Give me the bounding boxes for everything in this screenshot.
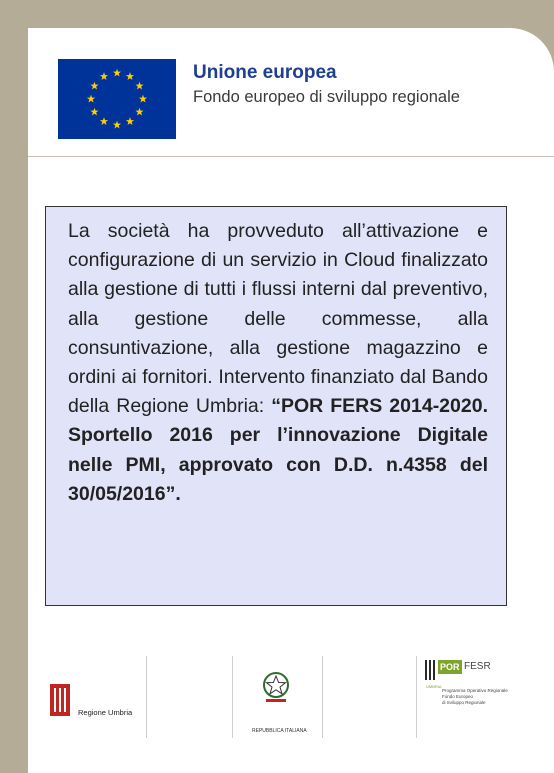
repubblica-label: REPUBBLICA ITALIANA bbox=[252, 728, 307, 734]
poster-card bbox=[28, 28, 554, 773]
divider bbox=[232, 656, 233, 738]
regione-umbria-label: Regione Umbria bbox=[78, 708, 133, 717]
por-description: Programma Operativo Regionale Fondo Europeo di Sviluppo Regionale bbox=[442, 688, 508, 705]
footer-logos bbox=[28, 648, 554, 748]
italian-republic-emblem-icon bbox=[260, 668, 292, 704]
divider bbox=[416, 656, 417, 738]
notice-body: La società ha provveduto all’attivazione e configurazione di un servizio in Cloud finalizzato alla gestione di tutti i flussi interni dal preventivo, alla gestione delle commesse, alla consuntivazione, alla gestione magazzino e ordini ai fornitori. Intervento finanziato dal Bando della Regione Umbria: bbox=[68, 220, 488, 418]
notice-box bbox=[45, 206, 507, 606]
por-label: POR bbox=[440, 662, 460, 672]
fesr-label: FESR bbox=[464, 661, 491, 672]
divider bbox=[322, 656, 323, 738]
eu-subtitle: Fondo europeo di sviluppo regionale bbox=[193, 88, 460, 106]
regione-umbria-logo bbox=[50, 684, 70, 716]
divider bbox=[146, 656, 147, 738]
umbria-small-label: UMBRIA bbox=[426, 684, 442, 689]
eu-title: Unione europea bbox=[193, 62, 337, 83]
header bbox=[28, 28, 554, 157]
notice-highlight: “POR FERS 2014-2020. Sportello 2016 per l’innovazione Digitale nelle PMI, approvato con D.D. n.4358 del 30/05/2016”. bbox=[68, 395, 488, 505]
eu-flag-icon bbox=[58, 59, 176, 139]
